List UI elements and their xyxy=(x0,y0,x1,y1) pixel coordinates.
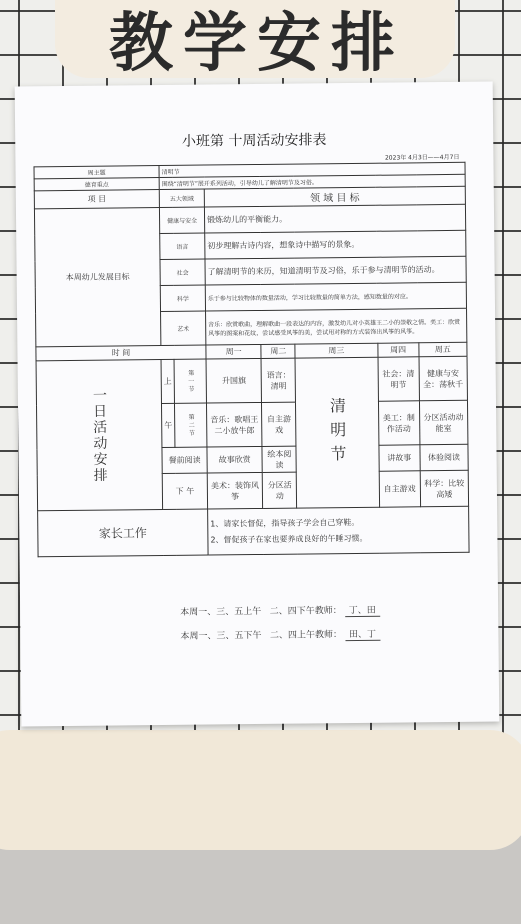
areas-label: 五大领域 xyxy=(159,189,204,207)
footer1-prefix: 本周一、三、五上午 xyxy=(180,606,262,618)
activity-cell: 自主游戏 xyxy=(379,471,420,507)
noon-label: 午 xyxy=(161,403,174,447)
period2-label: 第二节 xyxy=(174,403,206,447)
parent-item: 1、请家长督促，指导孩子学会自己穿鞋。 xyxy=(210,517,360,528)
frame-border xyxy=(0,730,521,850)
parent-item: 2、督促孩子在家也要养成良好的午睡习惯。 xyxy=(210,533,368,544)
activity-cell: 语言：清明 xyxy=(261,358,295,402)
day-header: 周一 xyxy=(206,344,261,359)
banner-title: 教学安排 xyxy=(109,7,405,81)
goals-side-label: 本周幼儿发展目标 xyxy=(34,208,160,347)
schedule-table xyxy=(33,162,469,558)
afternoon-label: 下 午 xyxy=(162,473,207,509)
footer1-names: 丁、田 xyxy=(345,606,380,617)
activity-cell: 科学：比较高矮 xyxy=(420,470,469,507)
activity-cell: 音乐：歌唱王二小放牛郎 xyxy=(206,402,262,447)
period1-row xyxy=(36,356,467,405)
goal-area: 科学 xyxy=(160,285,205,311)
activity-cell: 故事欣赏 xyxy=(207,446,263,473)
footer2-names: 田、丁 xyxy=(345,630,380,641)
parent-row xyxy=(38,506,469,557)
theme-value: 清明节 xyxy=(159,162,465,177)
goal-text: 锻炼幼儿的平衡能力。 xyxy=(204,204,465,233)
schedule-sheet xyxy=(15,82,500,727)
day-header: 周五 xyxy=(419,342,467,357)
moral-value: 围绕“清明节”展开系列活动，引导幼儿了解清明节及习俗。 xyxy=(159,174,465,189)
goals-label: 领 域 目 标 xyxy=(204,186,465,207)
activity-cell: 分区活动动能室 xyxy=(419,400,468,445)
moral-label: 德育重点 xyxy=(34,178,159,191)
footer-line-1 xyxy=(180,603,380,618)
footer-line-2 xyxy=(180,627,380,642)
sheet-title: 小班第 十周活动安排表 xyxy=(181,132,327,150)
activity-cell: 讲故事 xyxy=(379,445,420,471)
goal-text: 了解清明节的来历，知道清明节及习俗，乐于参与清明节的活动。 xyxy=(205,256,466,285)
activity-cell: 升国旗 xyxy=(206,358,262,403)
time-label: 时 间 xyxy=(36,345,206,361)
goal-area: 艺术 xyxy=(161,311,206,345)
sheet-date: 2023年 4月3日——4月7日 xyxy=(384,153,460,162)
project-label: 项 目 xyxy=(34,190,159,209)
activity-cell: 分区活动 xyxy=(263,472,297,508)
period1-label: 第一节 xyxy=(174,359,206,403)
day-header: 周四 xyxy=(377,343,418,357)
activity-cell: 绘本阅读 xyxy=(262,446,296,472)
footer1-mid: 二、四下午教师： xyxy=(269,606,342,617)
footer2-mid: 二、四上午教师： xyxy=(269,630,343,641)
day-header: 周三 xyxy=(295,343,377,358)
goal-text: 乐于参与比较物体的数量活动，学习比较数量的简单方法，感知数量的对应。 xyxy=(205,282,466,311)
activity-cell: 社会：清明节 xyxy=(378,357,420,401)
activity-cell: 美工：制作活动 xyxy=(378,401,420,445)
goal-area: 健康与安全 xyxy=(159,207,204,233)
goal-area: 社会 xyxy=(160,259,205,285)
goal-text: 初步理解古诗内容，想象诗中描写的景象。 xyxy=(205,230,466,259)
activity-cell: 健康与安全：荡秋千 xyxy=(419,356,468,401)
activity-cell: 体验阅读 xyxy=(420,444,469,471)
day-header: 周二 xyxy=(261,344,295,358)
activity-cell: 自主游戏 xyxy=(262,402,296,446)
theme-label: 周主题 xyxy=(34,166,159,179)
parent-label: 家长工作 xyxy=(38,509,208,557)
goal-area: 语言 xyxy=(160,233,205,259)
parent-items xyxy=(208,506,469,555)
goal-text: 音乐：欣赏歌曲，理解歌曲一段表达的内容，激发幼儿对小英雄王二小的崇敬之情。美工：欣赏风筝的图案和花纹，尝试感受风筝的美，尝试用对称的方式装饰出风筝的风筝。 xyxy=(206,308,467,345)
activity-cell: 美术：装饰风筝 xyxy=(207,472,263,509)
holiday-cell: 清明节 xyxy=(295,357,379,508)
morning-label: 上 xyxy=(161,359,174,403)
schedule-side-label: 一日活动安排 xyxy=(36,360,163,511)
footer2-prefix: 本周一、三、五下午 xyxy=(180,630,262,642)
reading-label: 餐前阅读 xyxy=(162,447,207,473)
